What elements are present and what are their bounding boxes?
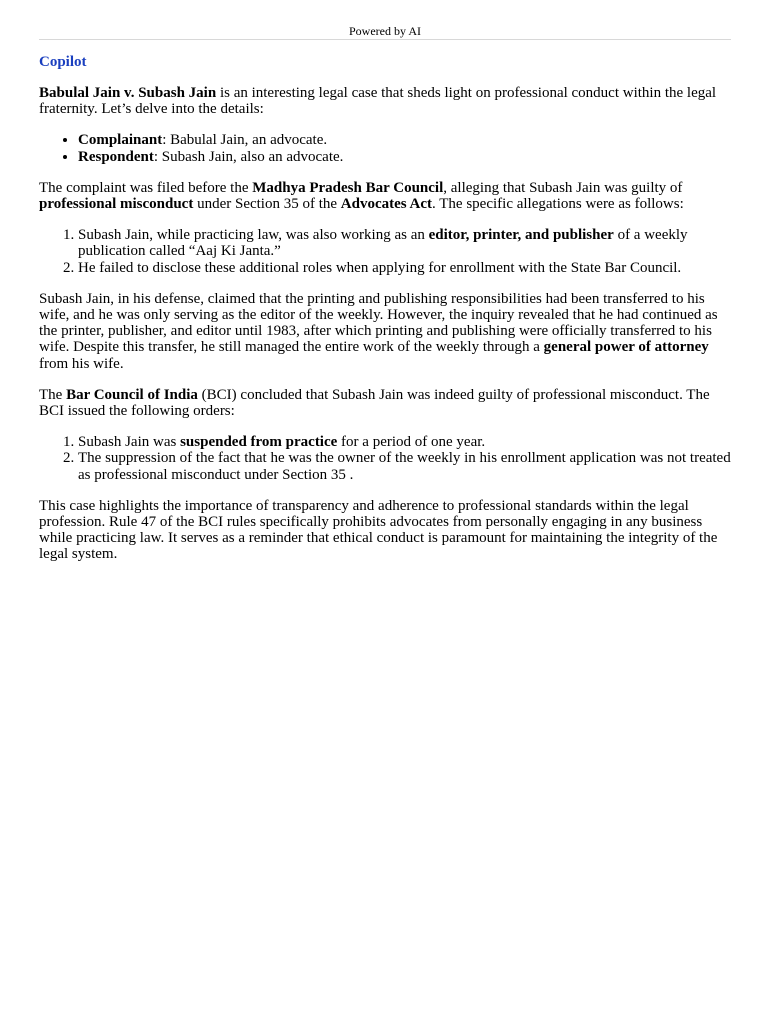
powered-by-header bbox=[39, 24, 731, 40]
copilot-brand-label: Copilot bbox=[39, 54, 87, 70]
list-item: 2. The suppression of the fact that he was the owner of the weekly in his enrollment application was not treated as professional misconduct under Section 35 . bbox=[78, 450, 731, 482]
list-item: 2. He failed to disclose these additional roles when applying for enrollment with the State Bar Council. bbox=[78, 260, 731, 276]
list-item: 1. Subash Jain was suspended from practice for a period of one year. bbox=[78, 434, 731, 450]
parties-list bbox=[39, 132, 731, 164]
bci-paragraph: The Bar Council of India (BCI) concluded that Subash Jain was indeed guilty of professional misconduct. The BCI issued the following orders: bbox=[39, 386, 710, 420]
list-item: 1. Subash Jain, while practicing law, was also working as an editor, printer, and publisher of a weekly publication called “Aaj Ki Janta.” bbox=[78, 227, 731, 259]
intro-paragraph: Babulal Jain v. Subash Jain is an interesting legal case that sheds light on professional conduct within the legal fraternity. Let’s delve into the details: bbox=[39, 85, 717, 118]
conclusion-paragraph: This case highlights the importance of transparency and adherence to professional standards within the legal profession. Rule 47 of the BCI rules specifically prohibits advocates from personally engaging in any business while practicing law. It serves as a reminder that ethical conduct is paramount for maintaining the integrity of the legal system. bbox=[39, 497, 718, 563]
case-title: Babulal Jain v. Subash Jain bbox=[39, 85, 217, 101]
list-item: • Complainant: Babulal Jain, an advocate. bbox=[78, 132, 731, 148]
response-content bbox=[39, 53, 731, 578]
allegations-list bbox=[39, 227, 731, 276]
orders-list bbox=[39, 434, 731, 483]
list-item: • Respondent: Subash Jain, also an advocate. bbox=[78, 149, 731, 165]
powered-by-text: Powered by AI bbox=[349, 24, 421, 38]
complaint-paragraph: The complaint was filed before the Madhya Pradesh Bar Council, alleging that Subash Jain was guilty of professional misconduct under Section 35 of the Advocates Act. The specific allegations were as follows: bbox=[39, 179, 684, 213]
defense-paragraph: Subash Jain, in his defense, claimed that the printing and publishing responsibilities had been transferred to his wife, and he was only serving as the editor of the weekly. However, the inquiry revealed that he had continued as the printer, publisher, and editor until 1983, after which printing and publishing were officially transferred to his wife. Despite this transfer, he still managed the entire work of the weekly through a general power of attorney from his wife. bbox=[39, 290, 718, 372]
